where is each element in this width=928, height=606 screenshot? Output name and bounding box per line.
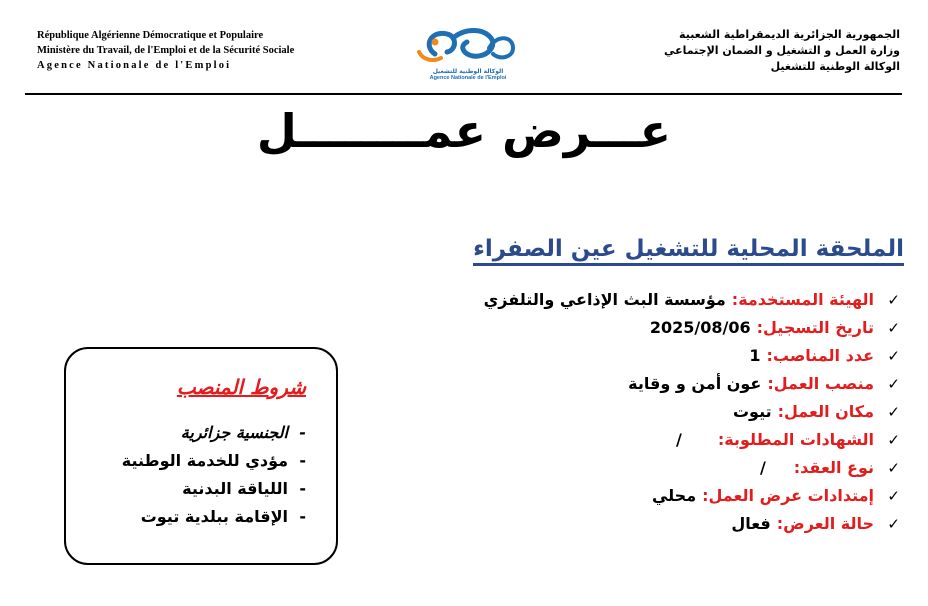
condition-item: -الجنسية جزائرية bbox=[180, 423, 306, 442]
detail-job-title bbox=[430, 370, 900, 398]
check-icon: ✓ bbox=[887, 375, 900, 393]
detail-employer bbox=[430, 286, 900, 314]
anem-logo bbox=[410, 24, 526, 94]
detail-value: عون أمن و وقاية bbox=[628, 374, 762, 393]
detail-work-location bbox=[430, 398, 900, 426]
check-icon: ✓ bbox=[887, 291, 900, 309]
condition-item: -اللياقة البدنية bbox=[182, 479, 306, 498]
offer-details bbox=[430, 286, 900, 538]
detail-value: / bbox=[675, 430, 682, 449]
header-fr-line2: Ministère du Travail, de l'Emploi et de la Sécurité Sociale bbox=[37, 45, 295, 56]
condition-item: -الإقامة ببلدية تيوت bbox=[140, 507, 306, 526]
header-french bbox=[37, 28, 397, 73]
condition-text: مؤدي للخدمة الوطنية bbox=[121, 451, 288, 470]
detail-label: منصب العمل: bbox=[767, 374, 874, 393]
condition-text: الجنسية جزائرية bbox=[180, 423, 288, 442]
detail-label: مكان العمل: bbox=[777, 402, 874, 421]
conditions-box bbox=[64, 347, 338, 565]
check-icon: ✓ bbox=[887, 403, 900, 421]
logo-caption-ar: الوكالة الوطنية للتشغيل bbox=[432, 68, 504, 75]
check-icon: ✓ bbox=[887, 459, 900, 477]
detail-required-diplomas bbox=[430, 426, 900, 454]
page-title: عـــرض عمــــــــل bbox=[256, 104, 672, 158]
detail-label: إمتدادات عرض العمل: bbox=[702, 486, 874, 505]
detail-label: حالة العرض: bbox=[776, 514, 874, 533]
detail-label: عدد المناصب: bbox=[766, 346, 874, 365]
anem-logo-icon bbox=[413, 24, 523, 68]
check-icon: ✓ bbox=[887, 515, 900, 533]
detail-positions-count bbox=[430, 342, 900, 370]
detail-label: الهيئة المستخدمة: bbox=[731, 290, 874, 309]
header-ar-line1: الجمهورية الجزائرية الديمقراطية الشعبية bbox=[679, 28, 900, 41]
detail-value: فعال bbox=[731, 514, 771, 533]
detail-contract-type bbox=[430, 454, 900, 482]
condition-text: اللياقة البدنية bbox=[182, 479, 288, 498]
header-ar-line2: وزارة العمل و التشغيل و الضمان الإجتماعي bbox=[664, 44, 900, 57]
header-fr-line1: République Algérienne Démocratique et Populaire bbox=[37, 30, 264, 41]
detail-value: 2025/08/06 bbox=[649, 318, 751, 337]
detail-label: الشهادات المطلوبة: bbox=[717, 430, 874, 449]
check-icon: ✓ bbox=[887, 319, 900, 337]
logo-caption-fr: Agence Nationale de l'Emploi bbox=[429, 75, 507, 81]
check-icon: ✓ bbox=[887, 487, 900, 505]
header-ar-line3: الوكالة الوطنية للتشغيل bbox=[770, 60, 900, 73]
detail-registration-date bbox=[430, 314, 900, 342]
detail-offer-scope bbox=[430, 482, 900, 510]
header-divider bbox=[25, 93, 902, 95]
header-arabic bbox=[540, 27, 900, 75]
check-icon: ✓ bbox=[887, 347, 900, 365]
detail-label: تاريخ التسجيل: bbox=[756, 318, 874, 337]
condition-text: الإقامة ببلدية تيوت bbox=[140, 507, 288, 526]
conditions-title: شروط المنصب bbox=[176, 375, 306, 399]
detail-value: 1 bbox=[749, 346, 761, 365]
detail-label: نوع العقد: bbox=[793, 458, 874, 477]
condition-item: -مؤدي للخدمة الوطنية bbox=[121, 451, 306, 470]
check-icon: ✓ bbox=[887, 431, 900, 449]
detail-value: مؤسسة البث الإذاعي والتلفزي bbox=[483, 290, 726, 309]
detail-value: تيوت bbox=[732, 402, 772, 421]
header-fr-line3: Agence Nationale de l'Emploi bbox=[37, 60, 232, 71]
agency-heading: الملحقة المحلية للتشغيل عين الصفراء bbox=[473, 236, 904, 266]
detail-offer-status bbox=[430, 510, 900, 538]
detail-value: / bbox=[759, 458, 766, 477]
conditions-list bbox=[122, 419, 306, 531]
detail-value: محلي bbox=[651, 486, 697, 505]
